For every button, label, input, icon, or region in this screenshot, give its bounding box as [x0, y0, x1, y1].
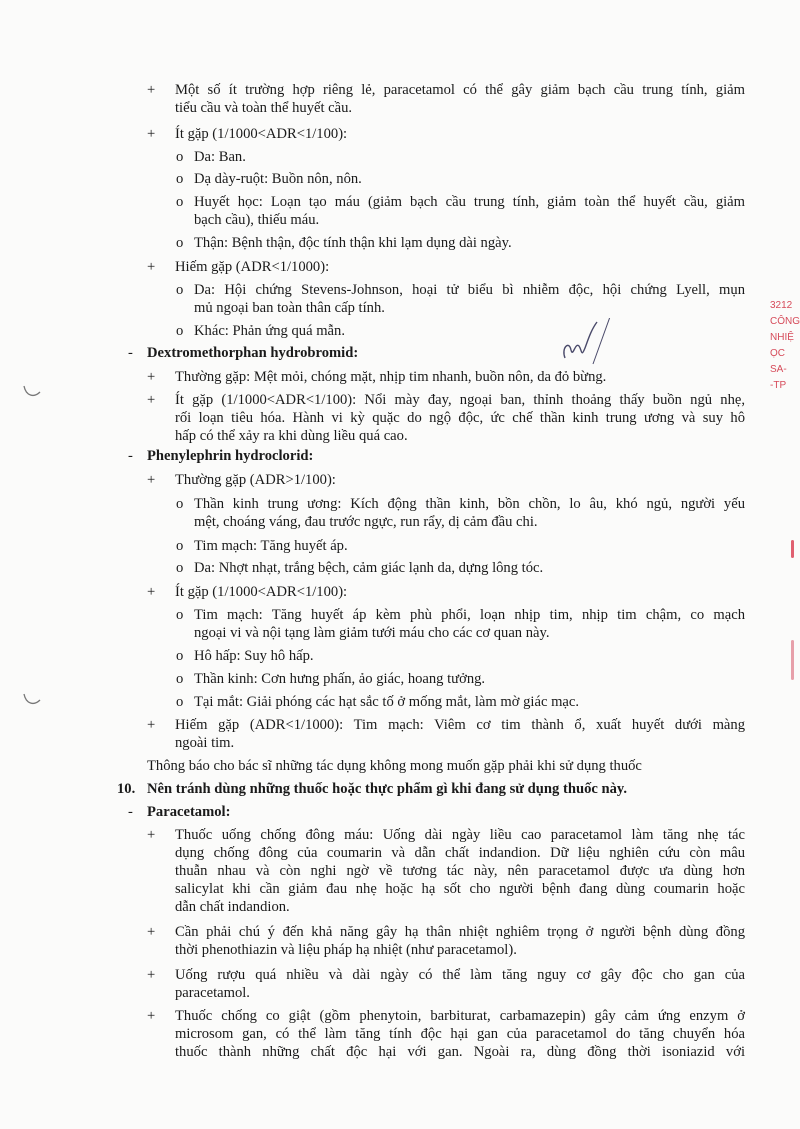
- plus-marker: +: [147, 717, 156, 733]
- text-line: thuốc thành những chất độc hại với gan. Ngoài ra, dùng đồng thời isoniazid với: [175, 1044, 745, 1060]
- text-line: microsom gan, có thể làm tăng tính độc hại gan của paracetamol do tăng chuyển hóa: [175, 1026, 745, 1042]
- text-line: Thuốc chống co giật (gồm phenytoin, barbiturat, carbamazepin) gây cảm ứng enzym ở: [175, 1008, 745, 1024]
- text-line: Tại mắt: Giải phóng các hạt sắc tố ở mống mắt, làm mờ giác mạc.: [194, 694, 580, 710]
- text-line: Thuốc uống chống đông máu: Uống dài ngày liều cao paracetamol làm tăng nhẹ tác: [175, 827, 745, 843]
- text-line: Huyết học: Loạn tạo máu (giảm bạch cầu trung tính, giảm toàn thể huyết cầu, giảm: [194, 194, 745, 210]
- text-line: Hô hấp: Suy hô hấp.: [194, 648, 314, 664]
- text-line: bạch cầu), thiếu máu.: [194, 212, 320, 228]
- circle-marker: o: [176, 648, 184, 664]
- dash-marker: -: [128, 345, 133, 361]
- text-line: paracetamol.: [175, 985, 250, 1001]
- text-line: Tim mạch: Tăng huyết áp kèm phù phổi, loạn nhịp tim, nhịp tim chậm, co mạch: [194, 607, 745, 623]
- plus-marker: +: [147, 82, 156, 98]
- text-line: thời phenothiazin và liệu pháp hạ nhiệt (như paracetamol).: [175, 942, 517, 958]
- text-line: Một số ít trường hợp riêng lẻ, paracetamol có thể gây giảm bạch cầu trung tính, giảm: [175, 82, 745, 98]
- text-line: Da: Hội chứng Stevens-Johnson, hoại tử biểu bì nhiễm độc, hội chứng Lyell, mụn: [194, 282, 745, 298]
- dash-marker: -: [128, 804, 133, 820]
- circle-marker: o: [176, 235, 184, 251]
- handwritten-initial: [555, 318, 615, 366]
- dash-marker: -: [128, 448, 133, 464]
- plus-marker: +: [147, 126, 156, 142]
- plus-marker: +: [147, 584, 156, 600]
- text-line: Ít gặp (1/1000<ADR<1/100):: [175, 584, 348, 600]
- text-line: Dạ dày-ruột: Buồn nôn, nôn.: [194, 171, 362, 187]
- text-line: Thường gặp: Mệt mỏi, chóng mặt, nhịp tim nhanh, buồn nôn, da đỏ bừng.: [175, 369, 607, 385]
- punch-hole-mark: [20, 690, 44, 710]
- text-line: Thận: Bệnh thận, độc tính thận khi lạm dụng dài ngày.: [194, 235, 512, 251]
- text-line: Khác: Phản ứng quá mẫn.: [194, 323, 345, 339]
- stamp-edge-mark: [791, 540, 794, 558]
- text-line: Ít gặp (1/1000<ADR<1/100): Nổi mày đay, ngoại ban, thỉnh thoảng thấy buồn ngủ nhẹ,: [175, 392, 745, 408]
- text-line: Ít gặp (1/1000<ADR<1/100):: [175, 126, 348, 142]
- text-line: Hiếm gặp (ADR<1/1000): Tim mạch: Viêm cơ tim thành ổ, xuất huyết dưới màng: [175, 717, 745, 733]
- plus-marker: +: [147, 259, 156, 275]
- plus-marker: +: [147, 827, 156, 843]
- text-line: tiểu cầu và toàn thể huyết cầu.: [175, 100, 353, 116]
- plus-marker: +: [147, 1008, 156, 1024]
- circle-marker: o: [176, 496, 184, 512]
- section-heading: Paracetamol:: [147, 804, 231, 820]
- text-line: Thông báo cho bác sĩ những tác dụng không mong muốn gặp phải khi sử dụng thuốc: [147, 758, 642, 774]
- section-heading: Phenylephrin hydroclorid:: [147, 448, 314, 464]
- circle-marker: o: [176, 560, 184, 576]
- plus-marker: +: [147, 392, 156, 408]
- stamp-text: SA-: [770, 364, 787, 375]
- circle-marker: o: [176, 538, 184, 554]
- stamp-text: ỌC: [770, 348, 785, 359]
- circle-marker: o: [176, 607, 184, 623]
- text-line: ngoại vi và nội tạng làm giảm tưới máu cho các cơ quan này.: [194, 625, 550, 641]
- text-line: Hiếm gặp (ADR<1/1000):: [175, 259, 330, 275]
- plus-marker: +: [147, 924, 156, 940]
- circle-marker: o: [176, 149, 184, 165]
- punch-hole-mark: [20, 382, 44, 402]
- text-line: Cần phải chú ý đến khả năng gây hạ thân nhiệt nghiêm trọng ở người bệnh dùng đồng: [175, 924, 745, 940]
- text-line: Thần kinh trung ương: Kích động thần kinh, bồn chồn, lo âu, khó ngủ, người yếu: [194, 496, 745, 512]
- circle-marker: o: [176, 671, 184, 687]
- section-number: 10.: [117, 781, 136, 797]
- text-line: dụng chống đông của coumarin và dẫn chất indandion. Dữ liệu nghiên cứu còn mâu: [175, 845, 745, 861]
- section-heading: Nên tránh dùng những thuốc hoặc thực phẩm gì khi đang sử dụng thuốc này.: [147, 781, 628, 797]
- text-line: Thần kinh: Cơn hưng phấn, ảo giác, hoang tưởng.: [194, 671, 486, 687]
- text-line: mủ ngoại ban toàn thân cấp tính.: [194, 300, 385, 316]
- circle-marker: o: [176, 282, 184, 298]
- circle-marker: o: [176, 171, 184, 187]
- stamp-text: 3212: [770, 300, 793, 311]
- stamp-edge-mark: [791, 640, 794, 680]
- stamp-text: CÔNG: [770, 316, 800, 327]
- plus-marker: +: [147, 369, 156, 385]
- section-heading: Dextromethorphan hydrobromid:: [147, 345, 359, 361]
- text-line: ngoài tim.: [175, 735, 235, 751]
- stamp-text: NHIỆ: [770, 332, 794, 343]
- text-line: thuẫn nhau và còn nghi ngờ về tương tác này, nên paracetamol được ưa dùng hơn: [175, 863, 745, 879]
- circle-marker: o: [176, 323, 184, 339]
- plus-marker: +: [147, 472, 156, 488]
- text-line: hấp có thể xảy ra khi dùng liều quá cao.: [175, 428, 408, 444]
- text-line: dẫn chất indandion.: [175, 899, 290, 915]
- text-line: Tim mạch: Tăng huyết áp.: [194, 538, 348, 554]
- text-line: salicylat khi cần giảm đau nhẹ hoặc hạ sốt cho người bệnh đang dùng coumarin hoặc: [175, 881, 745, 897]
- text-line: Thường gặp (ADR>1/100):: [175, 472, 336, 488]
- text-line: Uống rượu quá nhiều và dài ngày có thể làm tăng nguy cơ gây độc cho gan của: [175, 967, 745, 983]
- text-line: rối loạn tiêu hóa. Hành vi kỳ quặc do ngộ độc, ức chế thần kinh trung ương và suy hô: [175, 410, 745, 426]
- circle-marker: o: [176, 694, 184, 710]
- text-line: Da: Ban.: [194, 149, 246, 165]
- plus-marker: +: [147, 967, 156, 983]
- stamp-fragment: [770, 298, 800, 428]
- text-line: mệt, choáng váng, đau trước ngực, run rẩy, dị cảm đầu chi.: [194, 514, 538, 530]
- circle-marker: o: [176, 194, 184, 210]
- text-line: Da: Nhợt nhạt, trắng bệch, cảm giác lạnh da, dựng lông tóc.: [194, 560, 544, 576]
- stamp-text: -TP: [770, 380, 787, 391]
